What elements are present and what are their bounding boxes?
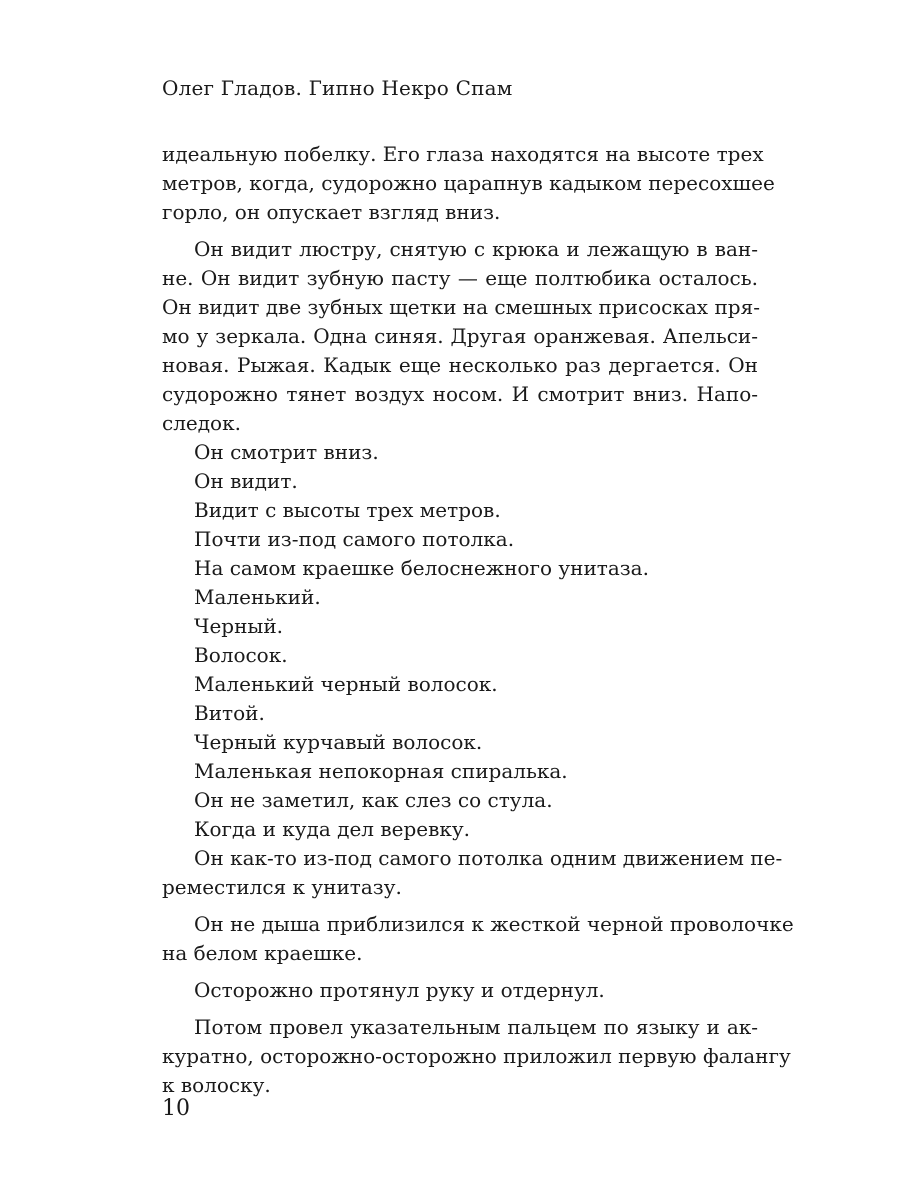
text-line: Осторожно протянул руку и отдернул. [194,978,605,1002]
text-line: метров, когда, судорожно царапнув кадыком пересохшее [162,171,775,195]
text-line: следок. [162,411,241,435]
text-line: Он не дыша приблизился к жесткой черной проволочке [194,912,794,936]
text-line: идеальную побелку. Его глаза находятся на высоте трех [162,142,764,166]
text-line: новая. Рыжая. Кадык еще несколько раз дергается. Он [162,353,758,377]
text-line: Потом провел указательным пальцем по языку и ак- [194,1015,758,1039]
running-head: Олег Гладов. Гипно Некро Спам [162,76,513,100]
text-line: мо у зеркала. Одна синяя. Другая оранжевая. Апельси- [162,324,758,348]
text-line: к волоску. [162,1073,271,1097]
text-line: Витой. [194,701,265,725]
text-line: Он видит. [194,469,298,493]
text-line: Видит с высоты трех метров. [194,498,501,522]
text-line: судорожно тянет воздух носом. И смотрит вниз. Напо- [162,382,758,406]
text-line: На самом краешке белоснежного унитаза. [194,556,649,580]
body-text [162,140,794,1100]
text-line: куратно, осторожно-осторожно приложил первую фалангу [162,1044,791,1068]
text-line: Черный курчавый волосок. [194,730,483,754]
text-line: Он видит люстру, снятую с крюка и лежащую в ван- [194,237,758,261]
text-line: Черный. [194,614,284,638]
text-line: Маленькая непокорная спиралька. [194,759,568,783]
text-line: не. Он видит зубную пасту — еще полтюбика осталось. [162,266,758,290]
text-line: Он как-то из-под самого потолка одним движением пе- [194,846,783,870]
text-line: Почти из-под самого потолка. [194,527,515,551]
text-line: Он смотрит вниз. [194,440,379,464]
page-number: 10 [162,1096,190,1121]
text-line: Когда и куда дел веревку. [194,817,470,841]
text-line: на белом краешке. [162,941,363,965]
text-line: реместился к унитазу. [162,875,402,899]
text-line: Он видит две зубных щетки на смешных присосках пря- [162,295,760,319]
text-line: Волосок. [194,643,288,667]
text-line: Маленький. [194,585,321,609]
text-line: горло, он опускает взгляд вниз. [162,200,501,224]
text-line: Он не заметил, как слез со стула. [194,788,553,812]
text-line: Маленький черный волосок. [194,672,498,696]
